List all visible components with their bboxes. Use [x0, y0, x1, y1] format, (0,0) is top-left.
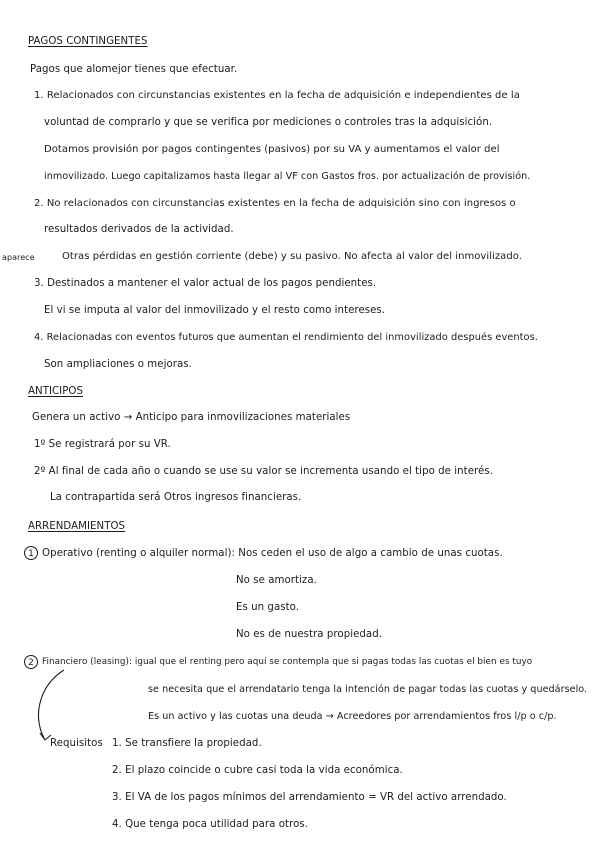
financiero-line-1: Financiero (leasing): igual que el renting pero aquí se contempla que si pagas todas las cuotas el bien es tuyo — [42, 657, 533, 667]
heading-arrendamientos: ARRENDAMIENTOS — [28, 521, 126, 532]
pagos-line-1: 1. Relacionados con circunstancias existentes en la fecha de adquisición e independientes de la — [34, 90, 520, 101]
number-circle-1: 1 — [24, 546, 38, 560]
pagos-line-6: resultados derivados de la actividad. — [44, 224, 234, 235]
pagos-line-10: 4. Relacionadas con eventos futuros que aumentan el rendimiento del inmovilizado después eventos. — [34, 332, 538, 343]
margin-note-aparece: aparece — [2, 253, 35, 262]
pagos-line-7: Otras pérdidas en gestión corriente (debe) y su pasivo. No afecta al valor del inmovilizado. — [62, 251, 522, 262]
financiero-line-3: Es un activo y las cuotas una deuda → Acreedores por arrendamientos fros l/p o c/p. — [148, 711, 557, 722]
operativo-line-4: No es de nuestra propiedad. — [236, 629, 383, 640]
anticipos-line-4: La contrapartida será Otros ingresos financieras. — [50, 492, 302, 503]
requisitos-label: Requisitos — [50, 738, 103, 749]
pagos-line-4: inmovilizado. Luego capitalizamos hasta llegar al VF con Gastos fros. por actualización de provisión. — [44, 171, 531, 182]
operativo-line-2: No se amortiza. — [236, 575, 317, 586]
pagos-line-8: 3. Destinados a mantener el valor actual de los pagos pendientes. — [34, 278, 377, 289]
requisito-2: 2. El plazo coincide o cubre casi toda la vida económica. — [112, 765, 403, 776]
operativo-line-1: Operativo (renting o alquiler normal): Nos ceden el uso de algo a cambio de unas cuotas. — [42, 548, 503, 559]
operativo-line-3: Es un gasto. — [236, 602, 300, 613]
requisito-4: 4. Que tenga poca utilidad para otros. — [112, 819, 308, 830]
heading-anticipos: ANTICIPOS — [28, 386, 84, 397]
pagos-intro: Pagos que alomejor tienes que efectuar. — [30, 64, 238, 75]
anticipos-line-1: Genera un activo → Anticipo para inmovilizaciones materiales — [32, 412, 351, 423]
number-circle-2: 2 — [24, 655, 38, 669]
requisito-1: 1. Se transfiere la propiedad. — [112, 738, 262, 749]
financiero-line-2: se necesita que el arrendatario tenga la intención de pagar todas las cuotas y quedárselo. — [148, 684, 588, 695]
pagos-line-9: El vi se imputa al valor del inmovilizado y el resto como intereses. — [44, 305, 386, 316]
pagos-line-3: Dotamos provisión por pagos contingentes (pasivos) por su VA y aumentamos el valor del — [44, 144, 500, 155]
pagos-line-11: Son ampliaciones o mejoras. — [44, 359, 192, 370]
requisito-3: 3. El VA de los pagos mínimos del arrendamiento = VR del activo arrendado. — [112, 792, 507, 803]
anticipos-line-2: 1º Se registrará por su VR. — [34, 439, 171, 450]
heading-pagos-contingentes: PAGOS CONTINGENTES — [28, 36, 148, 47]
pagos-line-2: voluntad de comprarlo y que se verifica por mediciones o controles tras la adquisición. — [44, 117, 493, 128]
anticipos-line-3: 2º Al final de cada año o cuando se use su valor se incrementa usando el tipo de interés. — [34, 466, 494, 477]
pagos-line-5: 2. No relacionados con circunstancias existentes en la fecha de adquisición sino con ingresos o — [34, 198, 516, 209]
